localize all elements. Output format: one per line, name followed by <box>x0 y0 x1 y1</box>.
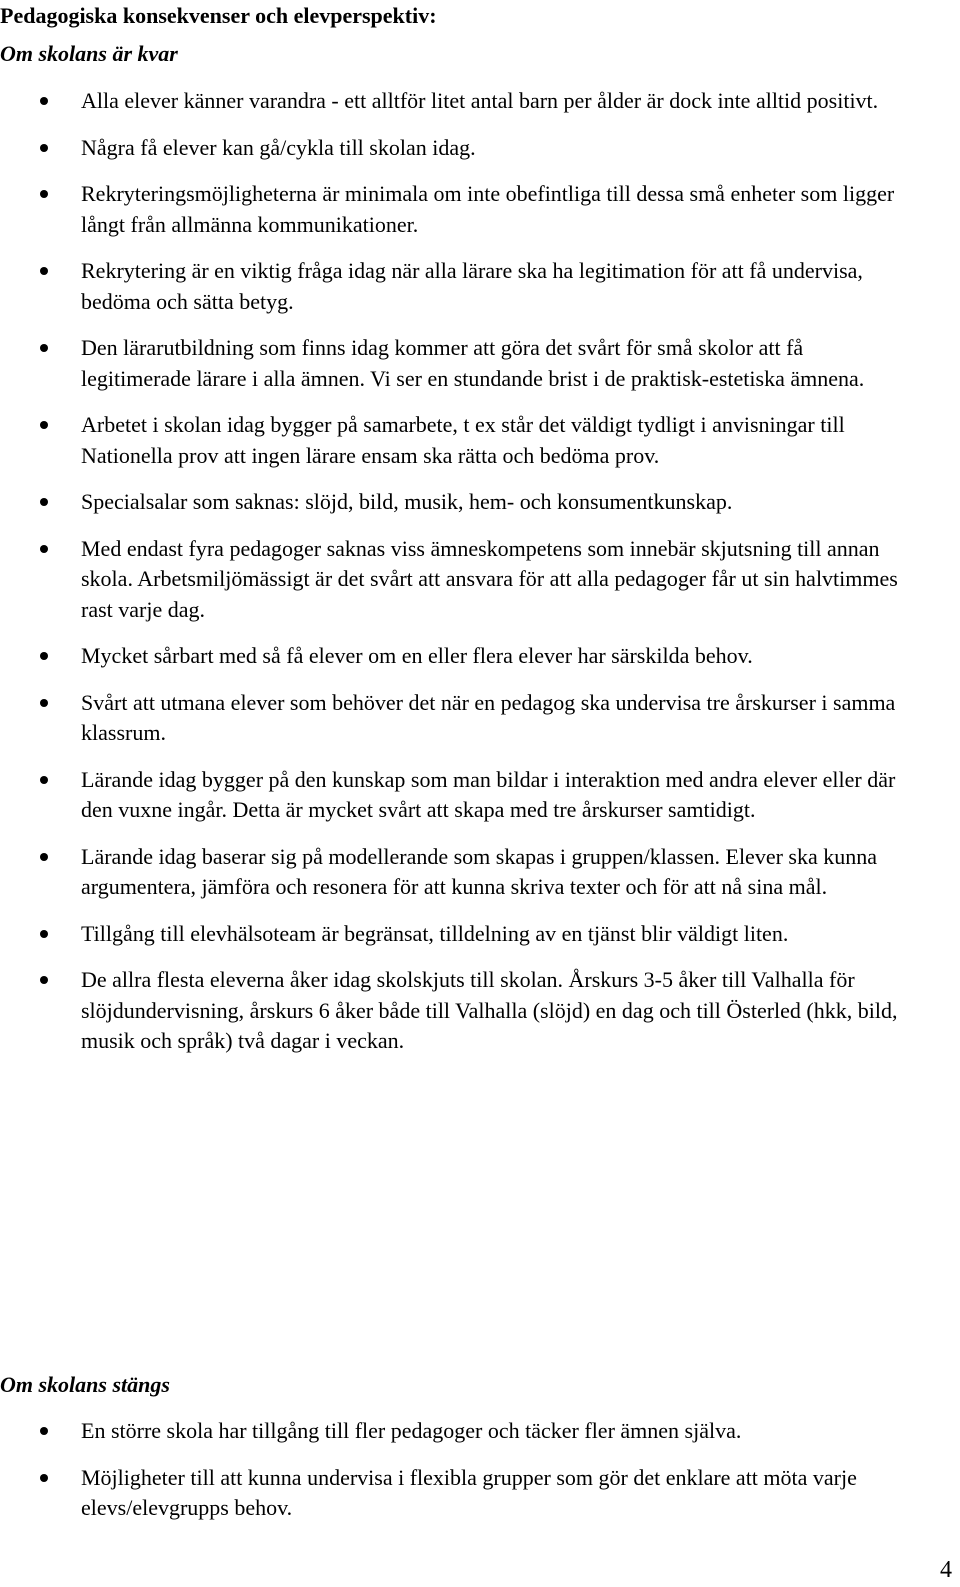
bullet-list-stangs <box>0 1416 905 1540</box>
section-title-kvar: Om skolans är kvar <box>0 41 178 66</box>
list-item: Tillgång till elevhälsoteam är begränsat, tilldelning av en tjänst blir väldigt liten. <box>0 919 905 950</box>
list-item: Rekrytering är en viktig fråga idag när alla lärare ska ha legitimation för att få undervisa, bedöma och sätta betyg. <box>0 256 905 317</box>
list-item: Rekryteringsmöjligheterna är minimala om inte obefintliga till dessa små enheter som ligger långt från allmänna kommunikationer. <box>0 179 905 240</box>
list-item: Specialsalar som saknas: slöjd, bild, musik, hem- och konsumentkunskap. <box>0 487 905 518</box>
list-item: Lärande idag baserar sig på modellerande som skapas i gruppen/klassen. Elever ska kunna argumentera, jämföra och resonera för att kunna skriva texter och för att nå sina mål. <box>0 842 905 903</box>
list-item: De allra flesta eleverna åker idag skolskjuts till skolan. Årskurs 3-5 åker till Valhalla för slöjdundervisning, årskurs 6 åker både till Valhalla (slöjd) en dag och till Österled (hkk, bild, musik och språk) två dagar i veckan. <box>0 965 905 1057</box>
page-heading: Pedagogiska konsekvenser och elevperspektiv: <box>0 3 437 28</box>
list-item: Med endast fyra pedagoger saknas viss ämneskompetens som innebär skjutsning till annan skola. Arbetsmiljömässigt är det svårt att ansvara för att alla pedagoger får ut sin halvtimmes rast varje dag. <box>0 534 905 626</box>
list-item: Några få elever kan gå/cykla till skolan idag. <box>0 133 905 164</box>
list-item: Lärande idag bygger på den kunskap som man bildar i interaktion med andra elever eller där den vuxne ingår. Detta är mycket svårt att skapa med tre årskurser samtidigt. <box>0 765 905 826</box>
list-item: Möjligheter till att kunna undervisa i flexibla grupper som gör det enklare att möta varje elevs/elevgrupps behov. <box>0 1463 905 1524</box>
list-item: Alla elever känner varandra - ett alltför litet antal barn per ålder är dock inte alltid positivt. <box>0 86 905 117</box>
list-item: En större skola har tillgång till fler pedagoger och täcker fler ämnen själva. <box>0 1416 905 1447</box>
section-title-stangs: Om skolans stängs <box>0 1372 170 1397</box>
list-item: Svårt att utmana elever som behöver det när en pedagog ska undervisa tre årskurser i samma klassrum. <box>0 688 905 749</box>
list-item: Den lärarutbildning som finns idag kommer att göra det svårt för små skolor att få legitimerade lärare i alla ämnen. Vi ser en stundande brist i de praktisk-estetiska ämnena. <box>0 333 905 394</box>
page-number: 4 <box>940 1557 952 1583</box>
list-item: Mycket sårbart med så få elever om en eller flera elever har särskilda behov. <box>0 641 905 672</box>
list-item: Arbetet i skolan idag bygger på samarbete, t ex står det väldigt tydligt i anvisningar till Nationella prov att ingen lärare ensam ska rätta och bedöma prov. <box>0 410 905 471</box>
bullet-list-kvar <box>0 86 905 1073</box>
